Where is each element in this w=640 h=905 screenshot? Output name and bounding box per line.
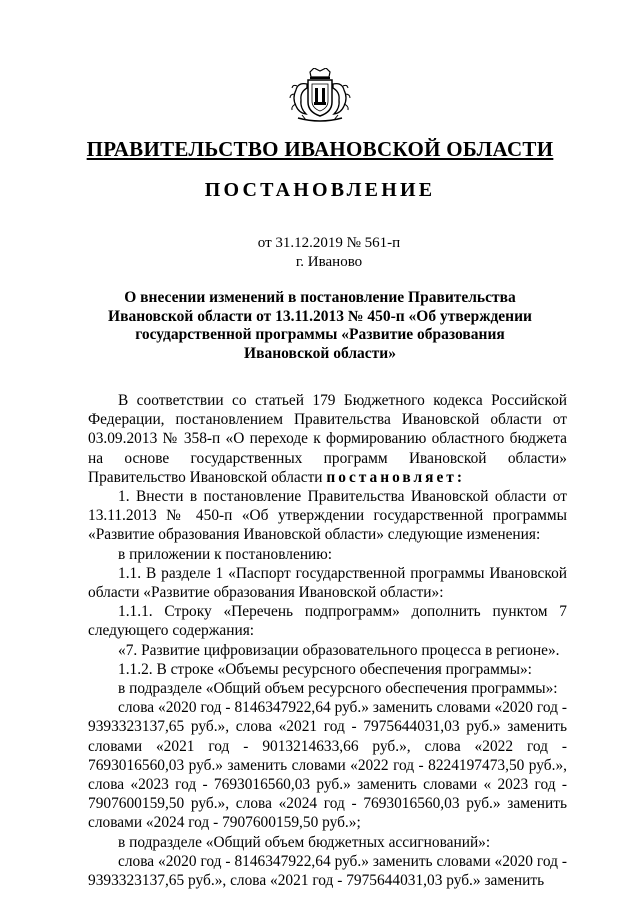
- document-meta: [0, 234, 640, 272]
- government-title: ПРАВИТЕЛЬСТВО ИВАНОВСКОЙ ОБЛАСТИ: [86, 137, 554, 161]
- paragraph-annex: в приложении к постановлению:: [118, 545, 333, 563]
- resolves-word: постановляет:: [326, 468, 465, 486]
- paragraph-budget-allocations: в подразделе «Общий объем бюджетных ассигнований»:: [118, 833, 491, 851]
- paragraph-1-1-2: 1.1.2. В строке «Объемы ресурсного обеспечения программы»:: [118, 660, 532, 678]
- paragraph-total-resources: в подразделе «Общий объем ресурсного обеспечения программы»:: [118, 680, 558, 698]
- document-type-heading: ПОСТАНОВЛЕНИЕ: [204, 179, 436, 201]
- document-body: [88, 391, 567, 890]
- paragraph-amounts-1: слова «2020 год - 8146347922,64 руб.» заменить словами «2020 год - 9393323137,65 руб.», слова «2021 год - 7975644031,03 руб.» заменить словами «2021 год - 9013214633,66 руб.», слова «2022 год - 7693016560,03 руб.» заменить словами «2022 год - 8224197473,50 руб.», слова «2023 год - 7693016560,03 руб.» заменить словами « 2023 год - 7907600159,50 руб.», слова «2024 год - 7693016560,03 руб.» заменить словами «2024 год - 7907600159,50 руб.»;: [88, 699, 567, 832]
- paragraph-item-7: «7. Развитие цифровизации образовательного процесса в регионе».: [118, 641, 560, 659]
- ivanovo-coat-of-arms-icon: [288, 68, 352, 124]
- paragraph-1: 1. Внести в постановление Правительства Ивановской области от 13.11.2013 № 450-п «Об утверждении государственной программы «Развитие образования Ивановской области» следующие изменения:: [88, 488, 567, 544]
- paragraph-1-1: 1.1. В разделе 1 «Паспорт государственной программы Ивановской области «Развитие образования Ивановской области»:: [88, 564, 567, 602]
- preamble-paragraph: [88, 391, 567, 487]
- city: г. Иваново: [295, 254, 363, 270]
- paragraph-amounts-2: слова «2020 год - 8146347922,64 руб.» заменить словами «2020 год - 9393323137,65 руб.», слова «2021 год - 7975644031,03 руб.» заменить: [88, 852, 567, 890]
- paragraph-1-1-1: 1.1.1. Строку «Перечень подпрограмм» дополнить пунктом 7 следующего содержания:: [88, 603, 567, 640]
- date-number: от 31.12.2019 № 561-п: [257, 235, 401, 251]
- preamble-text: В соответствии со статьей 179 Бюджетного кодекса Российской Федерации, постановлением Правительства Ивановской области от 03.09.2013 № 358-п «О переходе к формированию областного бюджета на основе государственных программ Ивановской области» Правительство Ивановской области: [88, 392, 567, 486]
- document-subject: О внесении изменений в постановление Правительства Ивановской области от 13.11.2013 № 450-п «Об утверждении государственной программы «Развитие образования Ивановской области»: [108, 289, 532, 362]
